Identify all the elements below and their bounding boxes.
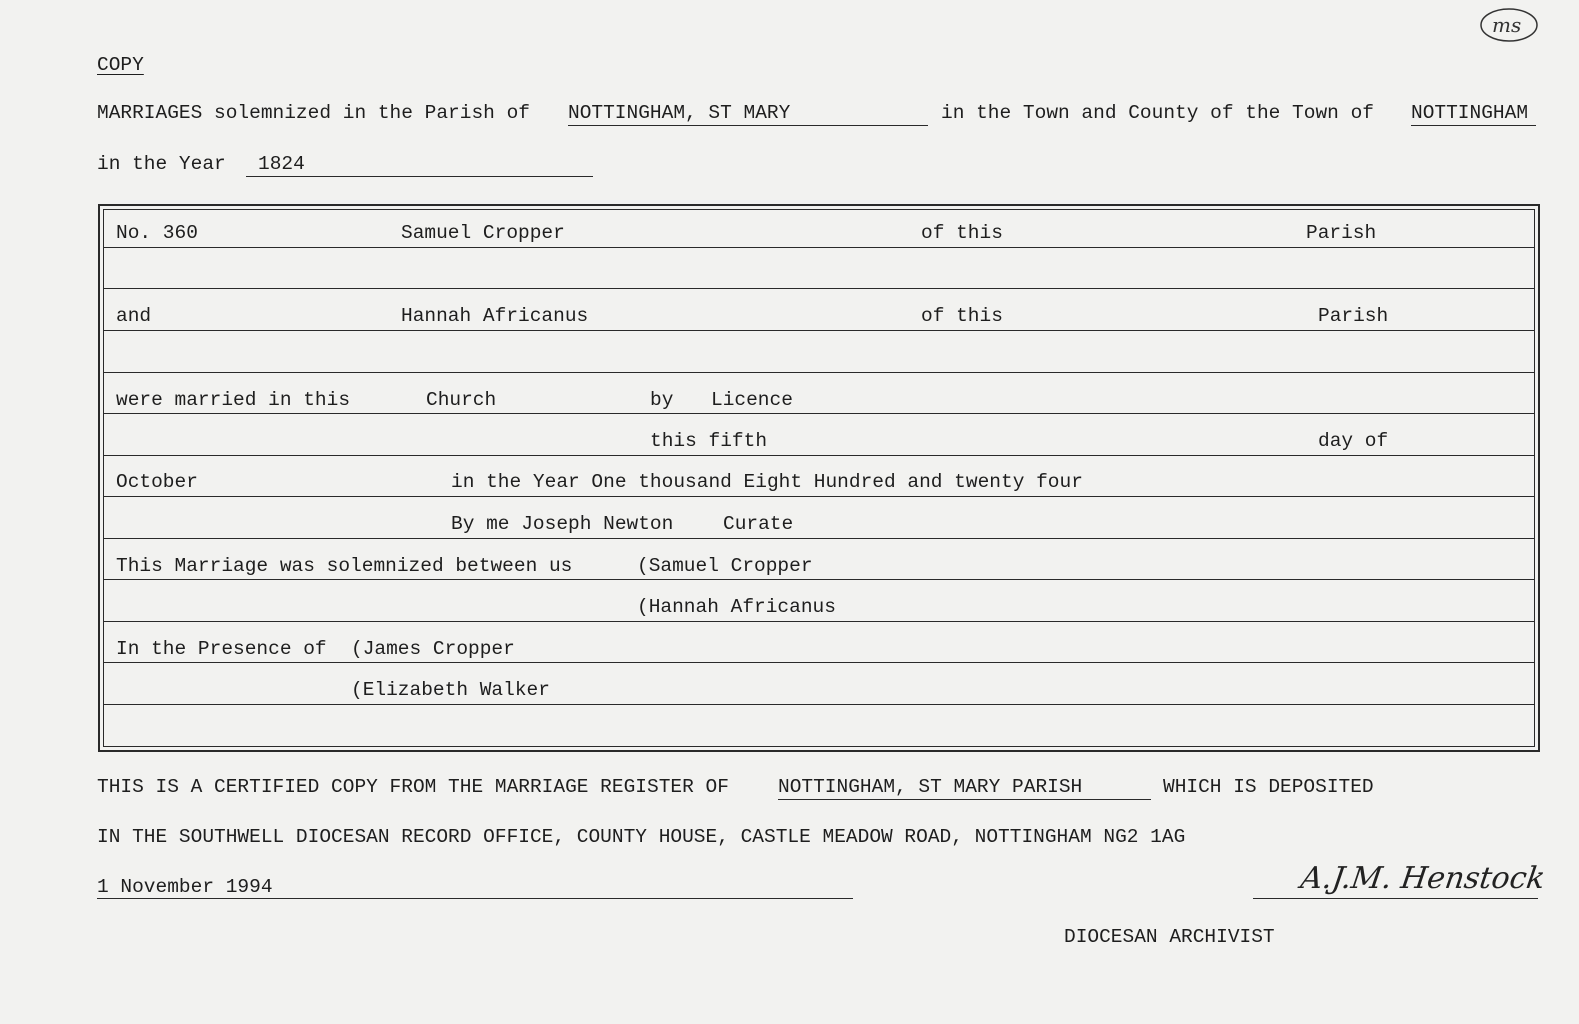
married-in-label: were married in this (116, 389, 351, 411)
row-divider (103, 247, 1535, 248)
header-line1-middle: in the Town and County of the Town of (941, 102, 1374, 124)
header-parish: NOTTINGHAM, ST MARY (568, 102, 791, 124)
register-name-underline (778, 799, 1151, 800)
groom-of: of this (921, 222, 1003, 244)
row-divider (103, 662, 1535, 663)
town-underline (1411, 125, 1536, 126)
row-divider (103, 372, 1535, 373)
cert-line1-suffix: WHICH IS DEPOSITED (1163, 776, 1374, 798)
header-year: 1824 (258, 153, 305, 175)
header-line1-prefix: MARRIAGES solemnized in the Parish of (97, 102, 530, 124)
header-year-prefix: in the Year (97, 153, 226, 175)
marriage-month: October (116, 471, 198, 493)
year-underline (246, 176, 593, 177)
row-divider (103, 413, 1535, 414)
row-divider (103, 330, 1535, 331)
witness2: (Elizabeth Walker (351, 679, 550, 701)
header-town: NOTTINGHAM (1411, 102, 1529, 124)
groom-name: Samuel Cropper (401, 222, 565, 244)
row-divider (103, 455, 1535, 456)
row-divider (103, 621, 1535, 622)
and-label: and (116, 305, 152, 327)
day-of-label: day of (1318, 430, 1389, 452)
marriage-day: this fifth (650, 430, 768, 452)
by-label: by (650, 389, 674, 411)
officiant: By me Joseph Newton (451, 513, 674, 535)
officiant-role: Curate (723, 513, 794, 535)
witness1: (James Cropper (351, 638, 515, 660)
bride-residence: Parish (1318, 305, 1389, 327)
party1-signature: (Samuel Cropper (637, 555, 813, 577)
row-divider (103, 704, 1535, 705)
solemnized-between-label: This Marriage was solemnized between us (116, 555, 573, 577)
parish-underline (568, 125, 928, 126)
marriage-year-text: in the Year One thousand Eight Hundred and twenty four (451, 471, 1083, 493)
bride-of: of this (921, 305, 1003, 327)
marriage-method: Licence (711, 389, 793, 411)
signature-text: A.J.M. Henstock (1298, 861, 1548, 896)
party2-signature: (Hannah Africanus (637, 596, 836, 618)
groom-residence: Parish (1306, 222, 1377, 244)
cert-register-name: NOTTINGHAM, ST MARY PARISH (778, 776, 1083, 798)
cert-line2: IN THE SOUTHWELL DIOCESAN RECORD OFFICE, COUNTY HOUSE, CASTLE MEADOW ROAD, NOTTINGHAM NG2 1AG (97, 826, 1186, 848)
date-underline (97, 898, 853, 899)
row-divider (103, 538, 1535, 539)
row-divider (103, 496, 1535, 497)
signature-line (1253, 898, 1538, 899)
bride-name: Hannah Africanus (401, 305, 589, 327)
entry-number: No. 360 (116, 222, 198, 244)
cert-date: 1 November 1994 (97, 876, 273, 898)
copy-label: COPY (97, 54, 144, 76)
row-divider (103, 579, 1535, 580)
corner-mark-text: ms (1492, 13, 1522, 37)
archivist-signature (1298, 850, 1548, 896)
corner-mark-icon (1478, 4, 1540, 46)
cert-line1-prefix: THIS IS A CERTIFIED COPY FROM THE MARRIAGE REGISTER OF (97, 776, 729, 798)
presence-of-label: In the Presence of (116, 638, 327, 660)
venue: Church (426, 389, 497, 411)
archivist-title: DIOCESAN ARCHIVIST (1064, 926, 1275, 948)
row-divider (103, 288, 1535, 289)
